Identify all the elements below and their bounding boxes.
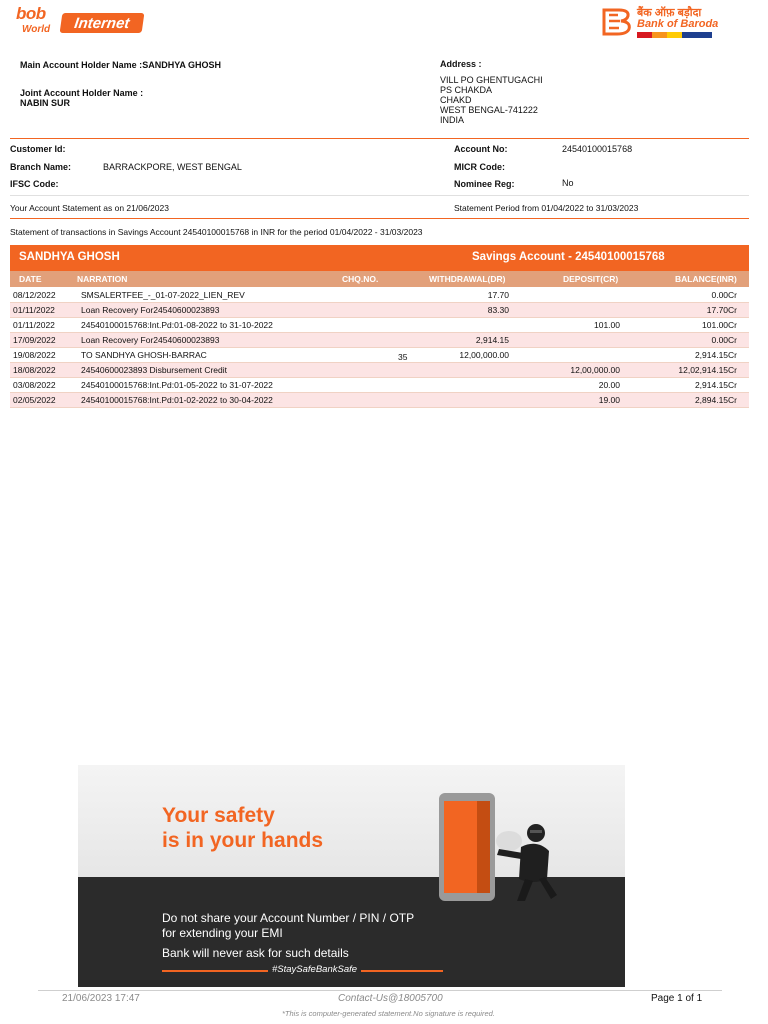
cell-date: 03/08/2022	[13, 380, 56, 390]
banner-account: Savings Account - 24540100015768	[472, 251, 665, 263]
cell-narration: TO SANDHYA GHOSH-BARRAC	[81, 350, 207, 360]
banner-holder-name: SANDHYA GHOSH	[19, 251, 120, 263]
ifsc-label: IFSC Code:	[10, 179, 59, 189]
cell-narration: 24540100015768:Int.Pd:01-02-2022 to 30-04-2022	[81, 395, 273, 405]
table-banner	[10, 245, 749, 271]
address-block	[440, 75, 543, 125]
cell-narration: Loan Recovery For24540600023893	[81, 305, 220, 315]
col-deposit: DEPOSIT(CR)	[563, 274, 619, 284]
cell-date: 01/11/2022	[13, 305, 55, 315]
micr-label: MICR Code:	[454, 162, 505, 172]
main-holder-label: Main Account Holder Name :	[20, 60, 143, 70]
cell-withdrawal: 2,914.15	[475, 335, 509, 345]
customer-id-label: Customer Id:	[10, 144, 66, 154]
divider	[10, 138, 749, 139]
footer-datetime: 21/06/2023 17:47	[62, 993, 140, 1004]
footer-divider	[38, 990, 722, 991]
table-row	[10, 303, 749, 318]
address-label: Address :	[440, 59, 482, 69]
cell-balance: 0.00Cr	[711, 335, 737, 345]
phone-thief-illustration-icon	[433, 789, 563, 907]
bank-name-hindi: बैंक ऑफ़ बड़ौदा	[637, 7, 702, 19]
col-narration: NARRATION	[77, 274, 128, 284]
col-date: DATE	[19, 274, 42, 284]
cell-date: 01/11/2022	[13, 320, 55, 330]
cell-narration: SMSALERTFEE_-_01-07-2022_LIEN_REV	[81, 290, 245, 300]
bob-world-text: World	[22, 24, 51, 35]
col-withdrawal: WITHDRAWAL(DR)	[429, 274, 506, 284]
bank-flag-stripe	[637, 32, 712, 38]
internet-badge	[60, 13, 145, 33]
cell-balance: 12,02,914.15Cr	[678, 365, 737, 375]
statement-description: Statement of transactions in Savings Account 24540100015768 in INR for the period 01/04/2022 - 31/03/2023	[10, 227, 423, 237]
table-row	[10, 378, 749, 393]
col-balance: BALANCE(INR)	[675, 274, 737, 284]
cell-balance: 101.00Cr	[702, 320, 737, 330]
footer-note: *This is computer-generated statement.No signature is required.	[282, 1009, 495, 1018]
cell-deposit: 12,00,000.00	[570, 365, 620, 375]
address-line: PS CHAKDA	[440, 85, 493, 95]
branch-label: Branch Name:	[10, 162, 72, 172]
nominee-value: No	[562, 178, 574, 188]
cell-balance: 2,914.15Cr	[694, 380, 737, 390]
footer-page-number: Page 1 of 1	[651, 993, 703, 1004]
safety-banner	[78, 765, 625, 987]
address-line: CHAKD	[440, 95, 472, 105]
table-row	[10, 318, 749, 333]
cell-withdrawal: 12,00,000.00	[459, 350, 509, 360]
banner-headline-line: Your safety	[162, 804, 275, 827]
account-no-value: 24540100015768	[562, 144, 633, 154]
cell-balance: 0.00Cr	[711, 290, 737, 300]
cell-balance: 17.70Cr	[706, 305, 737, 315]
cell-date: 19/08/2022	[13, 350, 56, 360]
cell-narration: 24540600023893 Disbursement Credit	[81, 365, 228, 375]
joint-holder-name: NABIN SUR	[20, 98, 71, 108]
footer-contact: Contact-Us@18005700	[338, 993, 443, 1004]
banner-message	[162, 911, 414, 941]
bank-name: Bank of Baroda	[637, 18, 719, 30]
cell-date: 17/09/2022	[13, 335, 56, 345]
cell-narration: Loan Recovery For24540600023893	[81, 335, 220, 345]
main-holder	[20, 60, 221, 70]
table-row	[10, 393, 749, 408]
cell-deposit: 101.00	[594, 320, 620, 330]
account-no-label: Account No:	[454, 144, 508, 154]
table-header	[10, 271, 749, 287]
internet-label: Internet	[73, 14, 131, 32]
table-row	[10, 333, 749, 348]
bob-logo-text: bob	[16, 4, 46, 23]
cell-chq: 35	[398, 352, 408, 362]
cell-date: 18/08/2022	[13, 365, 56, 375]
banner-message-line: for extending your EMI	[162, 926, 283, 940]
branch-value: BARRACKPORE, WEST BENGAL	[103, 162, 242, 172]
address-line: VILL PO GHENTUGACHI	[440, 75, 543, 85]
cell-deposit: 19.00	[598, 395, 620, 405]
address-line: WEST BENGAL-741222	[440, 105, 538, 115]
col-chq: CHQ.NO.	[342, 274, 379, 284]
banner-message-note: Bank will never ask for such details	[162, 946, 349, 960]
divider	[10, 218, 749, 219]
cell-withdrawal: 17.70	[487, 290, 509, 300]
cell-narration: 24540100015768:Int.Pd:01-05-2022 to 31-07-2022	[81, 380, 273, 390]
cell-balance: 2,894.15Cr	[694, 395, 737, 405]
cell-deposit: 20.00	[598, 380, 620, 390]
bank-of-baroda-logo-icon	[601, 6, 635, 36]
banner-message-line: Do not share your Account Number / PIN / OTP	[162, 911, 415, 925]
hashtag-underline	[361, 970, 443, 972]
cell-date: 02/05/2022	[13, 395, 56, 405]
cell-withdrawal: 83.30	[487, 305, 509, 315]
address-line: INDIA	[440, 115, 465, 125]
hashtag-underline	[162, 970, 268, 972]
banner-headline	[162, 803, 323, 853]
cell-narration: 24540100015768:Int.Pd:01-08-2022 to 31-10-2022	[81, 320, 273, 330]
joint-holder-label: Joint Account Holder Name :	[20, 88, 144, 98]
divider	[10, 195, 749, 196]
main-holder-name: SANDHYA GHOSH	[142, 60, 222, 70]
table-row	[10, 363, 749, 378]
banner-hashtag: #StaySafeBankSafe	[272, 964, 358, 975]
statement-as-on: Your Account Statement as on 21/06/2023	[10, 203, 169, 213]
banner-headline-line: is in your hands	[162, 829, 324, 852]
nominee-label: Nominee Reg:	[454, 179, 515, 189]
table-row	[10, 348, 749, 363]
cell-date: 08/12/2022	[13, 290, 56, 300]
cell-balance: 2,914.15Cr	[694, 350, 737, 360]
table-row	[10, 288, 749, 303]
statement-period: Statement Period from 01/04/2022 to 31/03/2023	[454, 203, 639, 213]
